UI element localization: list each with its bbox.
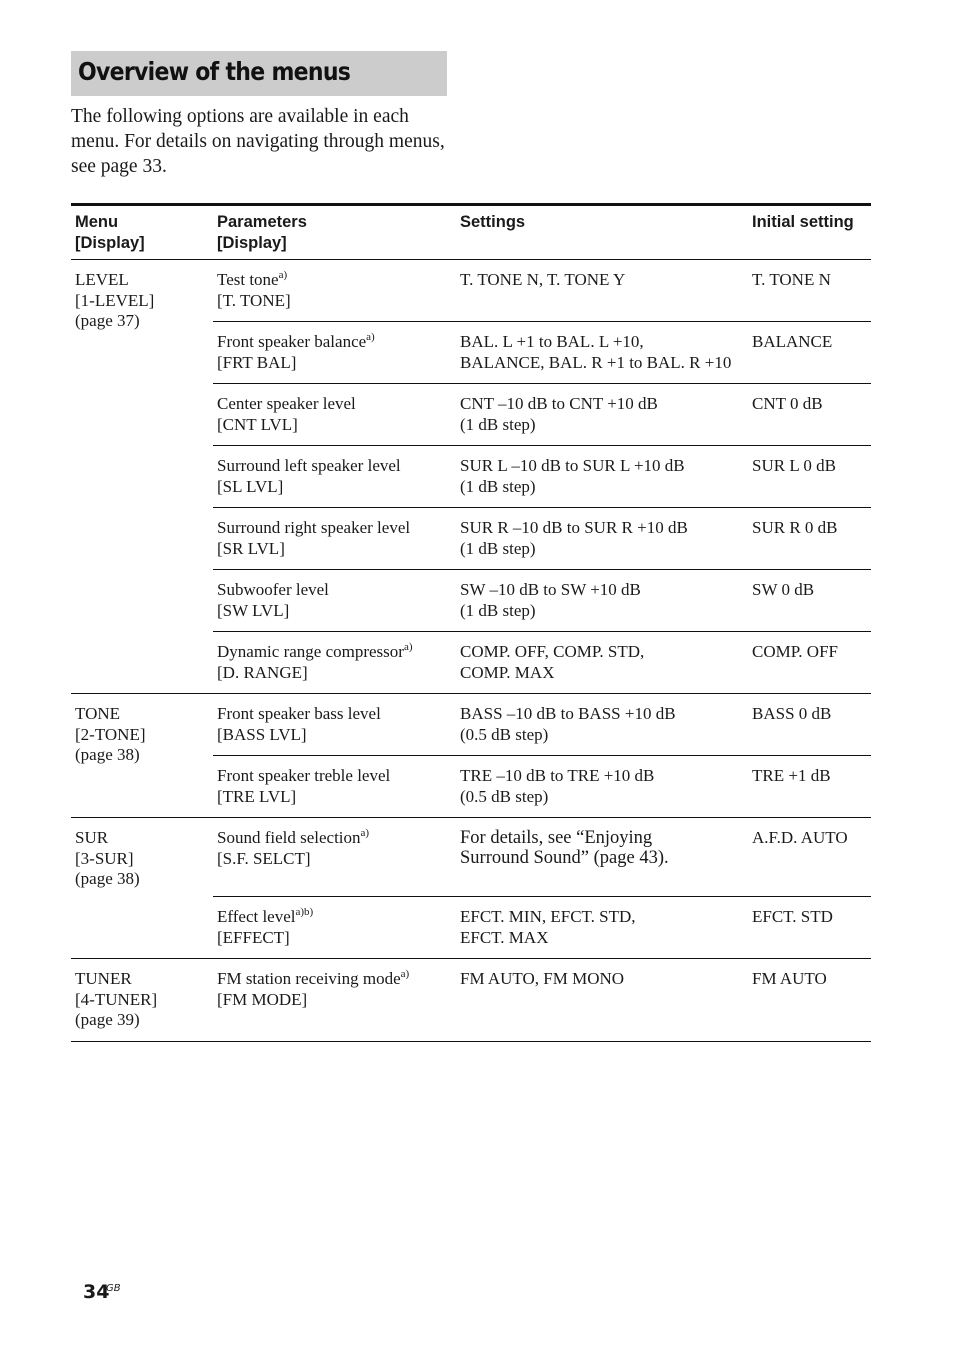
initial-setting-cell: SW 0 dB <box>752 580 815 599</box>
menu-line: [4-TUNER] <box>75 989 158 1009</box>
header-parameters-display: [Display] <box>217 234 287 252</box>
settings-line: Surround Sound” (page 43). <box>460 848 669 868</box>
parameter-display: [FM MODE] <box>217 989 308 1009</box>
settings-line: T. TONE N, T. TONE Y <box>460 270 626 289</box>
parameter-name: Test tone <box>217 270 279 289</box>
settings-cell <box>456 959 748 1042</box>
parameter-name: Effect level <box>217 907 296 926</box>
parameter-name-line <box>217 518 452 539</box>
settings-cell <box>456 446 748 508</box>
menu-cell <box>71 260 213 694</box>
parameter-cell <box>213 694 456 756</box>
settings-line: SW –10 dB to SW +10 dB <box>460 580 641 599</box>
parameter-name: Dynamic range compressor <box>217 642 404 661</box>
footnote-marker: a)b) <box>295 906 314 918</box>
footnote-marker: a) <box>366 331 375 343</box>
parameter-name-line <box>217 766 452 787</box>
header-menu-display: [Display] <box>75 234 145 252</box>
parameter-display: [TRE LVL] <box>217 786 297 806</box>
table-body <box>71 260 871 1042</box>
menu-cell <box>71 959 213 1042</box>
settings-line: EFCT. MAX <box>460 927 549 947</box>
footnote-marker: a) <box>360 827 370 839</box>
settings-line: COMP. OFF, COMP. STD, <box>460 642 645 661</box>
settings-line: BALANCE, BAL. R +1 to BAL. R +10 <box>460 352 732 372</box>
parameter-name-line <box>217 394 452 415</box>
parameter-name: Center speaker level <box>217 394 356 413</box>
settings-line: FM AUTO, FM MONO <box>460 969 625 988</box>
settings-cell <box>456 260 748 322</box>
parameter-name: Front speaker balance <box>217 332 367 351</box>
menu-overview-table <box>71 203 871 1042</box>
table-header-row <box>71 205 871 260</box>
settings-line: BASS –10 dB to BASS +10 dB <box>460 704 676 723</box>
settings-line: (0.5 dB step) <box>460 724 549 744</box>
table-row <box>71 694 871 756</box>
parameter-display: [BASS LVL] <box>217 724 307 744</box>
parameter-name-line <box>217 456 452 477</box>
parameter-display: [SL LVL] <box>217 476 284 496</box>
initial-setting-cell: SUR L 0 dB <box>752 456 836 475</box>
settings-cell <box>456 322 748 384</box>
parameter-cell <box>213 756 456 818</box>
intro-paragraph: The following options are available in each menu. For details on navigating through menus, see page 33. <box>71 106 445 177</box>
menu-line: [3-SUR] <box>75 848 134 868</box>
settings-cell <box>456 818 748 897</box>
parameter-cell <box>213 959 456 1042</box>
header-initial-setting: Initial setting <box>752 213 854 231</box>
menu-line: (page 38) <box>75 745 140 764</box>
parameter-name-line <box>217 642 452 663</box>
parameter-name-line <box>217 969 452 990</box>
initial-setting-cell: BALANCE <box>752 332 833 351</box>
parameter-display: [CNT LVL] <box>217 414 298 434</box>
parameter-name: Subwoofer level <box>217 580 329 599</box>
settings-line: For details, see “Enjoying <box>460 828 653 848</box>
menu-line: [2-TONE] <box>75 724 146 744</box>
parameter-cell <box>213 322 456 384</box>
settings-cell <box>456 632 748 694</box>
parameter-cell <box>213 570 456 632</box>
parameter-display: [S.F. SELCT] <box>217 848 311 868</box>
parameter-cell <box>213 384 456 446</box>
settings-line: EFCT. MIN, EFCT. STD, <box>460 907 636 926</box>
settings-line: TRE –10 dB to TRE +10 dB <box>460 766 655 785</box>
parameter-name: Surround left speaker level <box>217 456 401 475</box>
menu-line: LEVEL <box>75 270 129 289</box>
settings-line: SUR L –10 dB to SUR L +10 dB <box>460 456 685 475</box>
parameter-name: Front speaker bass level <box>217 704 381 723</box>
page-number: 34 <box>83 1281 110 1303</box>
page-suffix: GB <box>106 1283 121 1294</box>
settings-line: BAL. L +1 to BAL. L +10, <box>460 332 644 351</box>
parameter-name-line <box>217 704 452 725</box>
menu-line: (page 38) <box>75 869 140 888</box>
parameter-cell <box>213 260 456 322</box>
parameter-name-line <box>217 270 452 291</box>
page-title: Overview of the menus <box>78 57 351 86</box>
parameter-display: [SR LVL] <box>217 538 285 558</box>
menu-cell <box>71 818 213 959</box>
header-menu-label: Menu <box>75 213 119 231</box>
menu-line: (page 37) <box>75 311 140 330</box>
table-row <box>71 260 871 322</box>
parameter-display: [FRT BAL] <box>217 352 297 372</box>
footnote-marker: a) <box>400 968 410 980</box>
parameter-display: [T. TONE] <box>217 290 291 310</box>
table-row <box>71 818 871 897</box>
settings-line: (1 dB step) <box>460 476 536 496</box>
settings-cell <box>456 508 748 570</box>
parameter-name: Front speaker treble level <box>217 766 391 785</box>
settings-line: (1 dB step) <box>460 414 536 434</box>
table-row <box>71 959 871 1042</box>
header-settings: Settings <box>460 213 526 231</box>
parameter-cell <box>213 818 456 897</box>
parameter-cell <box>213 446 456 508</box>
menu-line: [1-LEVEL] <box>75 290 155 310</box>
menu-cell <box>71 694 213 818</box>
initial-setting-cell: A.F.D. AUTO <box>752 828 848 847</box>
initial-setting-cell: T. TONE N <box>752 270 831 289</box>
initial-setting-cell: COMP. OFF <box>752 642 838 661</box>
initial-setting-cell: BASS 0 dB <box>752 704 832 723</box>
parameter-cell <box>213 632 456 694</box>
parameter-name: FM station receiving mode <box>217 969 401 988</box>
settings-cell <box>456 756 748 818</box>
parameter-name: Sound field selection <box>217 828 361 847</box>
parameter-cell <box>213 897 456 959</box>
menu-line: TONE <box>75 704 121 723</box>
parameter-display: [D. RANGE] <box>217 662 308 682</box>
parameter-cell <box>213 508 456 570</box>
header-parameters-label: Parameters <box>217 213 307 231</box>
settings-line: (1 dB step) <box>460 600 536 620</box>
parameter-name-line <box>217 332 452 353</box>
settings-line: SUR R –10 dB to SUR R +10 dB <box>460 518 688 537</box>
initial-setting-cell: SUR R 0 dB <box>752 518 838 537</box>
parameter-name-line <box>217 580 452 601</box>
settings-line: CNT –10 dB to CNT +10 dB <box>460 394 658 413</box>
header-menu <box>71 205 213 260</box>
header-parameters <box>213 205 456 260</box>
settings-cell <box>456 384 748 446</box>
parameter-display: [EFFECT] <box>217 927 290 947</box>
settings-line: (0.5 dB step) <box>460 786 549 806</box>
parameter-name-line <box>217 828 452 849</box>
settings-cell <box>456 897 748 959</box>
initial-setting-cell: FM AUTO <box>752 969 827 988</box>
menu-line: SUR <box>75 828 109 847</box>
settings-line: (1 dB step) <box>460 538 536 558</box>
initial-setting-cell: EFCT. STD <box>752 907 833 926</box>
settings-cell <box>456 694 748 756</box>
parameter-name: Surround right speaker level <box>217 518 411 537</box>
initial-setting-cell: CNT 0 dB <box>752 394 823 413</box>
menu-line: (page 39) <box>75 1010 140 1029</box>
initial-setting-cell: TRE +1 dB <box>752 766 831 785</box>
settings-line: COMP. MAX <box>460 662 555 682</box>
footnote-marker: a) <box>403 641 413 653</box>
menu-line: TUNER <box>75 969 132 988</box>
settings-cell <box>456 570 748 632</box>
parameter-display: [SW LVL] <box>217 600 290 620</box>
footnote-marker: a) <box>278 269 288 281</box>
parameter-name-line <box>217 907 452 928</box>
